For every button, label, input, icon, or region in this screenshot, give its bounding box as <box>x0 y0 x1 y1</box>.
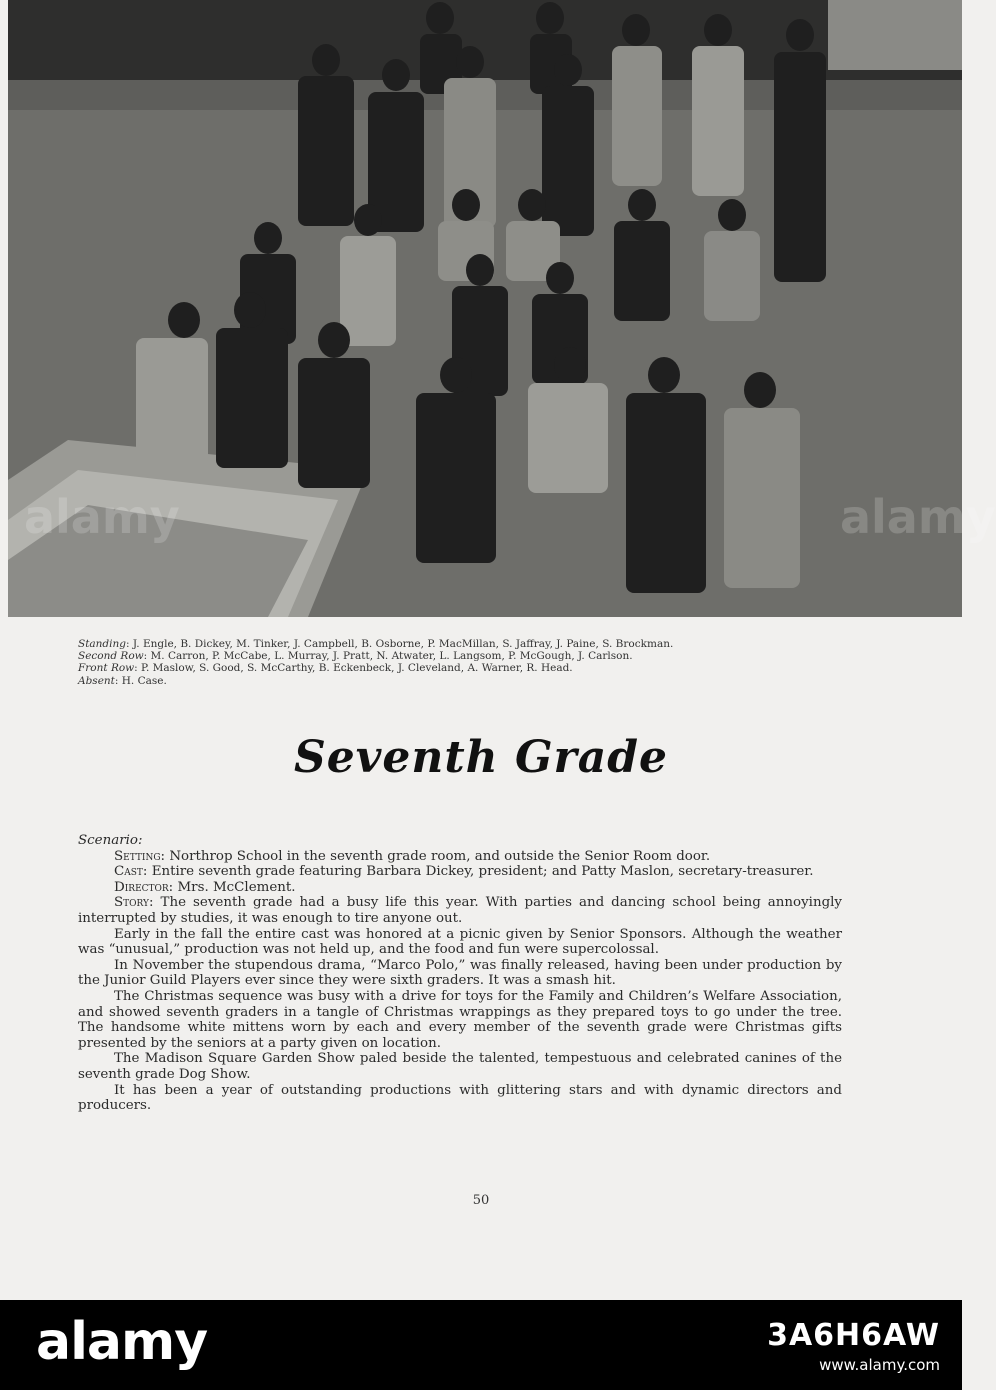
setting-text: Northrop School in the seventh grade room, and outside the Senior Room door. <box>165 848 711 864</box>
director-text: Mrs. McClement. <box>173 879 296 895</box>
page-number: 50 <box>472 1193 490 1208</box>
scenario-heading: Scenario: <box>78 833 143 848</box>
cast-paragraph <box>78 864 842 880</box>
watermark-right: alamy <box>840 490 996 544</box>
caption-absent-label: Absent <box>78 674 115 687</box>
caption-front-names: : P. Maslow, S. Good, S. McCarthy, B. Eckenbeck, J. Cleveland, A. Warner, R. Head. <box>134 662 573 675</box>
caption-standing-label: Standing <box>78 638 126 650</box>
alamy-logo: alamy <box>36 1312 208 1372</box>
cast-label: Cast: <box>114 864 148 880</box>
setting-paragraph <box>78 849 842 865</box>
caption-standing-names: : J. Engle, B. Dickey, M. Tinker, J. Campbell, B. Osborne, P. MacMillan, S. Jaffray, J. Paine, S. Brockman. <box>126 638 674 650</box>
story-text: The seventh grade had a busy life this year. With parties and dancing school being annoyingly interrupted by studies, it was enough to tire anyone out. <box>78 895 842 926</box>
cast-text: Entire seventh grade featuring Barbara Dickey, president; and Patty Maslon, secretary-treasurer. <box>147 864 814 880</box>
christmas-paragraph: The Christmas sequence was busy with a drive for toys for the Family and Children’s Welfare Association, and showed seventh graders in a tangle of Christmas wrappings as they prepared toys to go under the tree. The handsome white mittens worn by each and every member of the seventh grade were Christmas gifts presented by the seniors at a party given on location. <box>78 988 842 1051</box>
story-label: Story: <box>114 895 154 911</box>
caption-absent-names: : H. Case. <box>114 674 167 687</box>
dog-show-paragraph: The Madison Square Garden Show paled beside the talented, tempestuous and celebrated canines of the seventh grade Dog Show. <box>78 1051 842 1082</box>
caption-standing <box>78 638 898 650</box>
closing-paragraph: It has been a year of outstanding productions with glittering stars and with dynamic directors and producers. <box>78 1082 842 1114</box>
caption-second-row <box>78 650 898 662</box>
picnic-paragraph: Early in the fall the entire cast was honored at a picnic given by Senior Sponsors. Although the weather was “unusual,” production was not held up, and the food and fun were supercolossal. <box>78 926 842 958</box>
caption-front-row <box>78 662 898 674</box>
caption-second-label: Second Row <box>78 650 144 663</box>
watermark-left: alamy <box>24 490 180 544</box>
director-label: Director: <box>114 879 174 895</box>
watermark-footer <box>0 1300 962 1390</box>
story-paragraph <box>78 895 842 926</box>
site-url: www.alamy.com <box>819 1356 940 1374</box>
caption-absent <box>78 675 898 687</box>
page-title: Seventh Grade <box>294 732 668 783</box>
caption-front-label: Front Row <box>78 662 135 675</box>
article-body <box>78 833 842 1114</box>
image-id: 3A6H6AW <box>767 1318 940 1353</box>
photo-caption <box>78 638 898 687</box>
caption-second-names: : M. Carron, P. McCabe, L. Murray, J. Pratt, N. Atwater, L. Langsom, P. McGough, J. Carlson. <box>143 650 633 663</box>
setting-label: Setting: <box>114 848 166 864</box>
director-paragraph <box>78 880 842 896</box>
drama-paragraph: In November the stupendous drama, “Marco Polo,” was finally released, having been under production by the Junior Guild Players ever since they were sixth graders. It was a smash hit. <box>78 957 842 989</box>
